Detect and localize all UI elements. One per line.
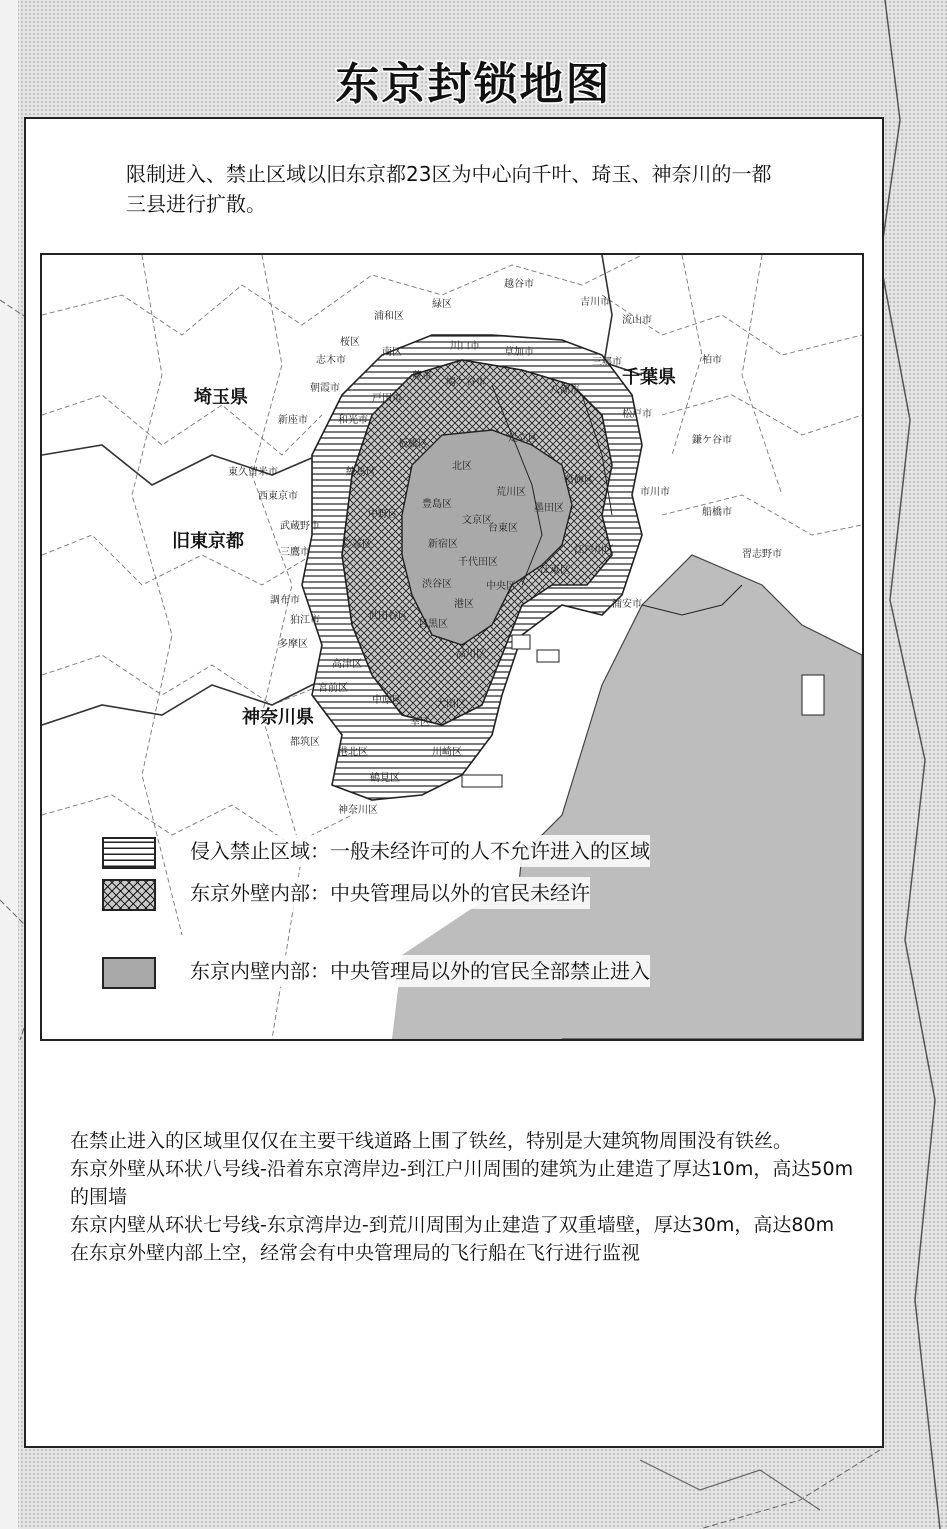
place-label: 浦安市 <box>612 599 642 610</box>
legend-label: 东京内壁内部：中央管理局以外的官民全部禁止进入 <box>190 955 650 987</box>
place-label: 荒川区 <box>496 487 526 498</box>
place-label: 蕨市 <box>412 371 432 382</box>
note-paragraph: 在禁止进入的区域里仅仅在主要干线道路上围了铁丝，特别是大建筑物周围没有铁丝。 <box>70 1130 793 1152</box>
place-label: 葛飾区 <box>564 475 594 486</box>
place-label: 都筑区 <box>290 737 320 748</box>
place-label: 草加市 <box>504 347 534 358</box>
place-label: 中原区 <box>372 695 402 706</box>
prefecture-saitama: 埼玉県 <box>194 387 248 408</box>
legend-swatch-hatched <box>102 837 156 869</box>
place-label: 高津区 <box>332 659 362 670</box>
place-label: 朝霞市 <box>310 383 340 394</box>
place-label: 松戸市 <box>622 409 652 420</box>
legend-label: 东京外壁内部：中央管理局以外的官民未经许 <box>190 877 590 909</box>
notes-box <box>50 1069 854 1419</box>
place-label: 神奈川区 <box>338 805 378 816</box>
place-label: 浦和区 <box>374 311 404 322</box>
note-paragraph: 东京外壁从环状八号线-沿着东京湾岸边-到江户川周围的建筑为止建造了厚达10m，高达50m的围墙 <box>70 1158 854 1208</box>
place-label: 北区 <box>452 461 472 472</box>
place-label: 吉川市 <box>580 297 610 308</box>
place-label: 流山市 <box>622 315 652 326</box>
place-label: 戸田市 <box>372 393 402 404</box>
place-label: 調布市 <box>270 595 300 606</box>
prefecture-chiba: 千葉県 <box>622 367 676 388</box>
place-label: 西東京市 <box>258 491 298 502</box>
place-label: 川崎区 <box>432 747 462 758</box>
legend-label: 侵入禁止区域：一般未经许可的人不允许进入的区域 <box>190 835 650 867</box>
place-label: 東久留米市 <box>228 467 278 478</box>
place-label: 足立区 <box>508 433 538 444</box>
place-label: 八潮市 <box>550 385 580 396</box>
place-label: 南区 <box>382 347 402 358</box>
note-paragraph: 在东京外壁内部上空，经常会有中央管理局的飞行船在飞行进行监视 <box>70 1242 641 1264</box>
place-label: 豊島区 <box>422 499 452 510</box>
place-label: 港北区 <box>338 747 368 758</box>
prefecture-old-tokyo: 旧東京都 <box>172 531 244 552</box>
place-label: 江東区 <box>540 565 570 576</box>
place-label: 越谷市 <box>504 279 534 290</box>
place-label: 船橋市 <box>702 507 732 518</box>
place-label: 新宿区 <box>428 539 458 550</box>
place-label: 千代田区 <box>458 557 498 568</box>
place-label: 狛江市 <box>290 615 320 626</box>
place-label: 川口市 <box>450 341 480 352</box>
place-label: 文京区 <box>462 515 492 526</box>
place-label: 柏市 <box>702 355 722 366</box>
legend-swatch-crosshatched <box>102 879 156 911</box>
place-label: 鎌ケ谷市 <box>692 435 732 446</box>
place-label: 墨田区 <box>534 503 564 514</box>
place-label: 練馬区 <box>346 467 376 478</box>
place-label: 緑区 <box>432 299 452 310</box>
place-label: 志木市 <box>316 355 346 366</box>
place-label: 新座市 <box>278 415 308 426</box>
legend-swatch-grey <box>102 957 156 989</box>
intro-text: 限制进入、禁止区域以旧东京都23区为中心向千叶、琦玉、神奈川的一都三县进行扩散。 <box>126 162 772 216</box>
place-label: 渋谷区 <box>422 579 452 590</box>
place-label: 大田区 <box>436 699 466 710</box>
place-label: 鳩ケ谷市 <box>446 377 486 388</box>
place-label: 中央区 <box>486 581 516 592</box>
prefecture-kanagawa: 神奈川県 <box>242 707 314 728</box>
page-title: 东京封锁地图 <box>335 59 612 110</box>
place-label: 鶴見区 <box>370 773 400 784</box>
place-label: 中野区 <box>368 509 398 520</box>
place-label: 港区 <box>454 599 474 610</box>
place-label: 幸区 <box>410 717 430 728</box>
place-label: 和光市 <box>338 415 368 426</box>
place-label: 多摩区 <box>278 639 308 650</box>
place-label: 台東区 <box>488 523 518 534</box>
content-panel <box>24 117 884 1448</box>
place-label: 桜区 <box>340 337 360 348</box>
place-label: 市川市 <box>640 487 670 498</box>
place-label: 習志野市 <box>742 549 782 560</box>
place-label: 世田谷区 <box>368 611 408 622</box>
place-label: 三鷹市 <box>280 547 310 558</box>
place-label: 三郷市 <box>592 357 622 368</box>
place-label: 板橋区 <box>398 439 428 450</box>
place-label: 宮前区 <box>318 683 348 694</box>
place-label: 杉並区 <box>342 539 372 550</box>
lockdown-map <box>40 253 864 1041</box>
place-label: 品川区 <box>456 649 486 660</box>
place-label: 江戸川区 <box>574 545 614 556</box>
place-label: 武蔵野市 <box>280 521 320 532</box>
place-label: 目黒区 <box>418 619 448 630</box>
note-paragraph: 东京内壁从环状七号线-东京湾岸边-到荒川周围为止建造了双重墙壁，厚达30m，高达80m <box>70 1214 835 1236</box>
